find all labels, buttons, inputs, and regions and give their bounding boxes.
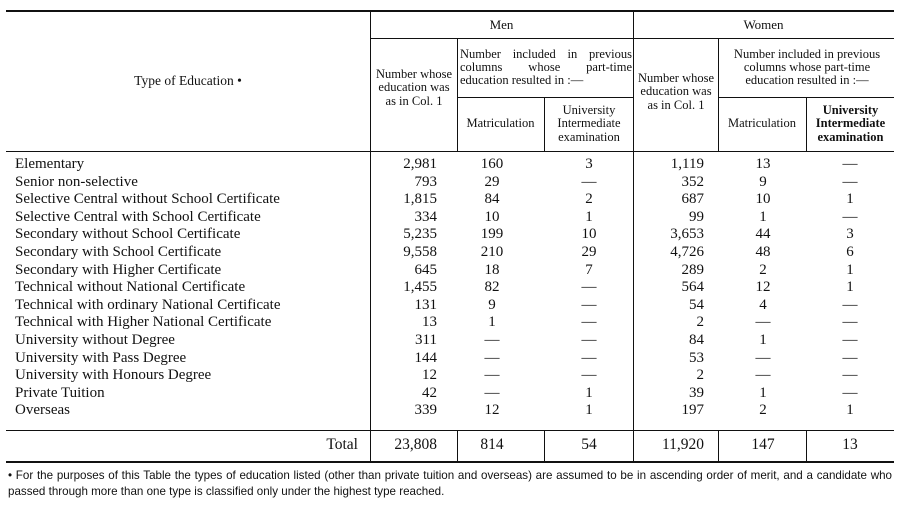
table-row [0,209,900,227]
men-university-exam-header [545,97,633,151]
women-header [633,11,894,38]
women-university-cell: — [842,296,858,313]
men-matriculation-cell: 160 [480,156,504,172]
table-row [0,191,900,209]
education-type-cell: University with Pass Degree [15,349,187,366]
women-matriculation-cell: 13 [755,156,771,172]
women-matriculation-cell: — [755,349,771,366]
men-university-cell: — [581,331,597,348]
women-number-cell: 84 [689,331,704,348]
total-row [0,436,900,456]
women-university-cell: 1 [846,191,854,208]
men-university-cell: 7 [585,261,593,278]
women-matriculation-cell: 1 [759,384,767,401]
men-matriculation-cell: — [484,384,500,401]
men-number-cell: 13 [422,314,437,331]
header-group-rule [370,38,894,39]
table-row [0,279,900,297]
men-header-label: Men [489,17,514,32]
women-number-included-header [721,40,893,95]
men-university-exam-label: University Intermediate examination [557,103,621,144]
men-number-cell: 131 [414,296,437,313]
women-university-cell: — [842,314,858,331]
women-matriculation-cell: 2 [759,261,767,278]
women-number-whose-label: Number whose education was as in Col. 1 [637,71,715,112]
men-matriculation-cell: 18 [484,261,500,278]
men-matriculation-cell: 82 [484,279,500,296]
education-type-cell: University with Honours Degree [15,367,212,384]
table-row [0,402,900,420]
table-footnote: • For the purposes of this Table the types of education listed (other than private tuition and overseas) are assumed to be in ascending order of merit, and a candidate who passed through more than one type is classified only under the highest type reached. [8,469,892,498]
women-matriculation-cell: 9 [759,173,767,190]
women-matriculation-cell: 2 [759,402,767,419]
women-number-cell: 289 [681,261,704,278]
women-number-cell: 2 [696,314,704,331]
women-matriculation-cell: 48 [755,243,771,260]
men-number-cell: 793 [414,173,437,190]
men-matriculation-cell: 199 [480,226,504,243]
table-row [0,174,900,192]
education-type-cell: Secondary without School Certificate [15,226,241,243]
women-university-cell: — [842,156,858,172]
men-number-cell: 334 [414,208,437,225]
men-matriculation-cell: 12 [484,402,500,419]
header-bottom-rule [6,151,894,152]
men-number-included-header [460,40,632,95]
men-number-cell: 5,235 [403,226,437,243]
education-type-cell: Elementary [15,156,85,172]
men-university-cell: — [581,367,597,384]
women-matriculation-cell: 12 [755,279,771,296]
education-type-cell: Selective Central with School Certificate [15,208,261,225]
total-men-matriculation: 814 [480,436,504,453]
table-row [0,244,900,262]
women-number-cell: 352 [681,173,704,190]
men-number-cell: 144 [414,349,437,366]
women-number-cell: 39 [689,384,704,401]
women-university-cell: — [842,349,858,366]
women-university-exam-label: University Intermediate examination [815,103,886,144]
women-university-cell: — [842,173,858,190]
men-university-cell: 3 [585,156,593,172]
men-matriculation-cell: — [484,331,500,348]
women-number-cell: 3,653 [670,226,704,243]
men-number-cell: 645 [414,261,437,278]
men-university-cell: — [581,173,597,190]
men-university-cell: — [581,296,597,313]
women-header-label: Women [743,17,784,32]
men-number-cell: 42 [422,384,437,401]
education-type-cell: Technical with ordinary National Certificate [15,296,281,313]
men-number-cell: 9,558 [403,243,437,260]
men-university-cell: 2 [585,191,593,208]
men-university-cell: — [581,279,597,296]
table-row [0,332,900,350]
table-row [0,262,900,280]
men-number-included-label: Number included in previous columns whose part-time education resulted in :— [460,46,632,88]
total-women-matriculation: 147 [751,436,775,453]
women-number-cell: 53 [689,349,704,366]
education-type-cell: Secondary with School Certificate [15,243,222,260]
women-number-cell: 99 [689,208,704,225]
men-number-cell: 1,815 [403,191,437,208]
women-matriculation-cell: 1 [759,331,767,348]
women-university-cell: 1 [846,261,854,278]
men-number-cell: 339 [414,402,437,419]
men-matriculation-cell: — [484,367,500,384]
men-matriculation-cell: 210 [480,243,504,260]
men-matriculation-label: Matriculation [466,116,535,131]
type-header-label: Type of Education [134,73,234,89]
education-type-cell: Overseas [15,402,70,419]
men-matriculation-cell: 29 [484,173,500,190]
type-header-mark: • [237,73,242,89]
education-type-cell: Technical without National Certificate [15,279,246,296]
women-university-cell: 6 [846,243,854,260]
women-number-whose-header [635,62,717,122]
women-number-cell: 564 [681,279,704,296]
women-university-cell: 3 [846,226,854,243]
women-matriculation-header [718,97,806,151]
total-men-university: 54 [581,436,597,453]
total-top-rule [6,430,894,431]
table-row [0,367,900,385]
education-type-cell: Secondary with Higher Certificate [15,261,222,278]
men-number-cell: 2,981 [403,156,437,172]
men-matriculation-cell: 1 [488,314,496,331]
men-number-cell: 311 [415,331,437,348]
men-matriculation-cell: 84 [484,191,500,208]
men-matriculation-cell: — [484,349,500,366]
women-university-cell: — [842,384,858,401]
total-women-number: 11,920 [661,436,704,453]
education-type-cell: Technical with Higher National Certificate [15,314,272,331]
men-university-cell: 1 [585,402,593,419]
women-university-cell: 1 [846,279,854,296]
table-row [0,297,900,315]
men-university-cell: 29 [581,243,597,260]
table-row [0,156,900,174]
women-number-cell: 2 [696,367,704,384]
type-of-education-header [6,11,370,151]
total-label: Total [326,436,358,453]
education-type-cell: Selective Central without School Certificate [15,191,280,208]
men-matriculation-header [457,97,544,151]
women-university-cell: — [842,367,858,384]
men-number-whose-header [372,58,456,118]
men-university-cell: — [581,314,597,331]
men-number-whose-label: Number whose education was as in Col. 1 [375,67,453,108]
women-number-cell: 687 [681,191,704,208]
women-matriculation-cell: 44 [755,226,771,243]
women-number-cell: 4,726 [670,243,704,260]
women-university-cell: — [842,331,858,348]
women-matriculation-label: Matriculation [727,116,797,131]
men-number-cell: 12 [422,367,437,384]
women-number-cell: 197 [681,402,704,419]
women-number-cell: 1,119 [670,156,704,172]
table-row [0,314,900,332]
men-university-cell: 1 [585,208,593,225]
women-matriculation-cell: — [755,314,771,331]
women-matriculation-cell: 1 [759,208,767,225]
table-row [0,385,900,403]
men-header [370,11,633,38]
men-university-cell: 1 [585,384,593,401]
total-men-number: 23,808 [394,436,437,453]
women-matriculation-cell: 4 [759,296,767,313]
table-body [0,156,900,420]
table-row [0,350,900,368]
education-type-cell: Senior non-selective [15,173,138,190]
education-type-cell: Private Tuition [15,384,105,401]
women-number-included-label: Number included in previous columns whose part-time education resulted in :— [733,46,881,88]
women-number-cell: 54 [689,296,704,313]
total-women-university: 13 [842,436,858,453]
women-matriculation-cell: 10 [755,191,771,208]
men-matriculation-cell: 10 [484,208,500,225]
table-row [0,226,900,244]
men-university-cell: — [581,349,597,366]
women-university-exam-header [807,97,894,151]
women-university-cell: — [842,208,858,225]
women-matriculation-cell: — [755,367,771,384]
women-university-cell: 1 [846,402,854,419]
men-university-cell: 10 [581,226,597,243]
men-matriculation-cell: 9 [488,296,496,313]
education-type-cell: University without Degree [15,331,175,348]
total-bottom-rule [6,461,894,463]
men-number-cell: 1,455 [403,279,437,296]
